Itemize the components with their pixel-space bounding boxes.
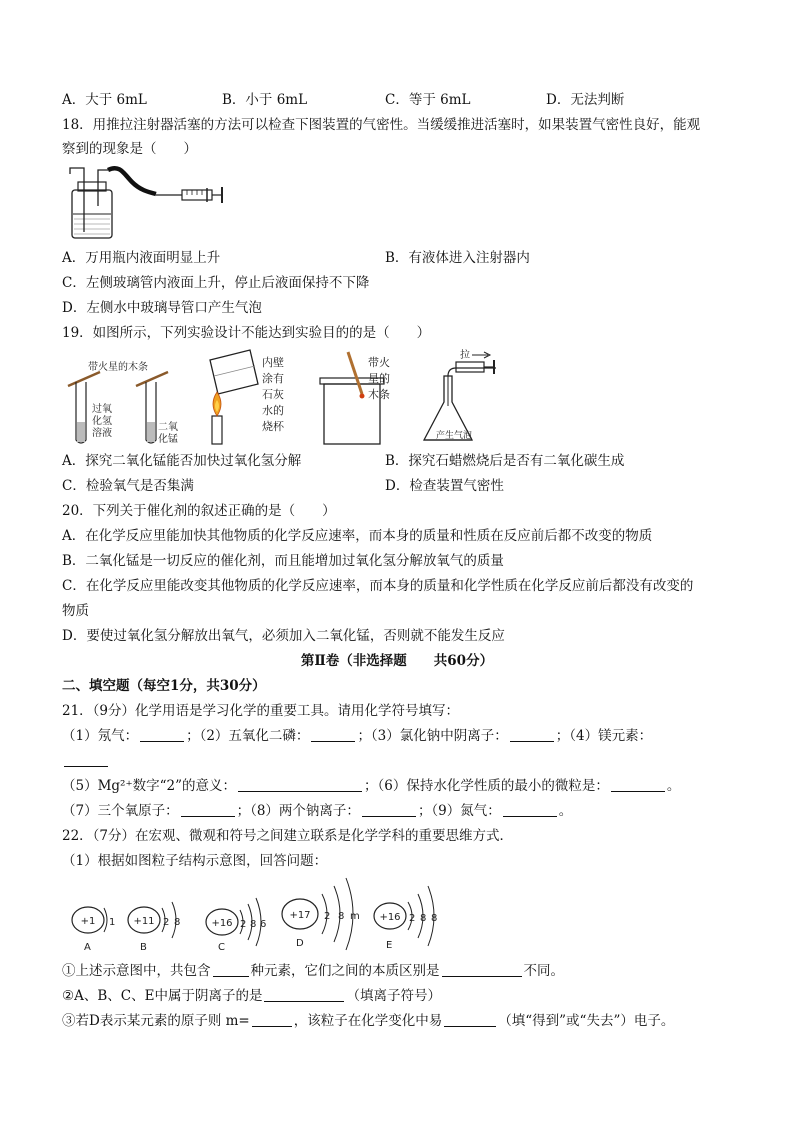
fig-d-flask-syringe <box>424 348 496 441</box>
spark-label-2: 星的 <box>368 372 390 385</box>
svg-text:8: 8 <box>431 913 438 924</box>
pull-label: 拉 <box>460 350 470 361</box>
atom-c <box>206 898 266 953</box>
wood-splint-label: 带火星的木条 <box>88 362 148 373</box>
section2-title: 二、填空题（每空1分，共30分） <box>62 678 266 694</box>
answer-blank-3[interactable] <box>510 727 554 742</box>
q19-option-a: A．探究二氧化锰能否加快过氧化氢分解 <box>62 453 302 469</box>
svg-text:D: D <box>296 938 304 949</box>
answer-blank-13[interactable] <box>252 1012 292 1027</box>
lime-label-1: 内壁 <box>262 356 284 369</box>
q18-option-b: B．有液体进入注射器内 <box>385 250 530 266</box>
q22-q1-c: 不同。 <box>523 963 564 979</box>
q21-l4-d: 。 <box>558 803 573 819</box>
svg-text:8: 8 <box>338 911 345 922</box>
answer-blank-7[interactable] <box>181 802 235 817</box>
svg-text:m: m <box>350 911 360 922</box>
q19-option-b: B．探究石蜡燃烧后是否有二氧化碳生成 <box>385 453 625 469</box>
q21-l1-c: ；（3）氯化钠中阴离子： <box>357 728 508 744</box>
lime-label-5: 烧杯 <box>262 420 284 433</box>
svg-text:2: 2 <box>240 919 247 930</box>
q21-line4 <box>62 801 572 821</box>
svg-text:8: 8 <box>174 917 181 928</box>
answer-blank-8[interactable] <box>362 802 416 817</box>
svg-text:B: B <box>140 942 147 953</box>
q21-stem: 21．（9分）化学用语是学习化学的重要工具。请用化学符号填写： <box>62 703 460 719</box>
q17-option-c: C．等于 6mL <box>385 92 471 108</box>
fig-b-candle-beaker <box>210 350 285 444</box>
answer-blank-2[interactable] <box>311 727 355 742</box>
svg-text:8: 8 <box>420 913 427 924</box>
atom-structure-diagram <box>62 872 472 954</box>
q22-q1-b: 种元素，它们之间的本质区别是 <box>250 963 440 979</box>
q22-sub1: （1）根据如图粒子结构示意图，回答问题： <box>62 853 328 869</box>
svg-text:2: 2 <box>324 911 331 922</box>
svg-text:C: C <box>218 942 225 953</box>
q19-experiment-figures <box>62 346 502 450</box>
q17-option-b: B．小于 6mL <box>222 92 308 108</box>
q18-apparatus-figure <box>62 162 232 242</box>
q22-q3-c: （填“得到”或“失去”）电子。 <box>498 1013 675 1029</box>
q22-q1-a: ①上述示意图中，共包含 <box>62 963 211 979</box>
q22-q2-b: （填离子符号） <box>346 988 441 1004</box>
q21-l3-c: 。 <box>666 778 681 794</box>
q22-q3-b: ，该粒子在化学变化中易 <box>293 1013 443 1029</box>
q18-stem-line1: 18．用推拉注射器活塞的方法可以检查下图装置的气密性。当缓缓推进活塞时，如果装置气密性良好，能观 <box>62 117 701 133</box>
svg-text:6: 6 <box>260 919 267 930</box>
q19-option-d: D．检查装置气密性 <box>385 478 504 494</box>
q21-l4-a: （7）三个氧原子： <box>62 803 179 819</box>
answer-blank-6[interactable] <box>611 777 665 792</box>
part2-title: 第Ⅱ卷（非选择题 共60分） <box>300 653 494 669</box>
q20-option-c-line1: C．在化学反应里能改变其他物质的化学反应速率，而本身的质量和化学性质在化学反应前后都没有改变的 <box>62 578 694 594</box>
q19-stem: 19．如图所示，下列实验设计不能达到实验目的的是（ ） <box>62 325 431 341</box>
q21-l3-b: ；（6）保持水化学性质的最小的微粒是： <box>363 778 609 794</box>
svg-text:8: 8 <box>250 919 257 930</box>
q21-line2 <box>62 751 110 771</box>
q21-line3 <box>62 776 680 796</box>
q22-question1 <box>62 961 564 981</box>
q20-stem: 20．下列关于催化剂的叙述正确的是（ ） <box>62 503 336 519</box>
q22-q3-a: ③若D表示某元素的原子则 m= <box>62 1013 250 1029</box>
answer-blank-1[interactable] <box>140 727 184 742</box>
atom-b <box>128 902 180 953</box>
answer-blank-11[interactable] <box>442 962 522 977</box>
q22-question2 <box>62 986 441 1006</box>
q21-l4-c: ；（9）氮气： <box>417 803 501 819</box>
answer-blank-14[interactable] <box>444 1012 496 1027</box>
answer-blank-4[interactable] <box>64 752 108 767</box>
q20-option-d: D．要使过氧化氢分解放出氧气，必须加入二氧化锰，否则就不能发生反应 <box>62 628 505 644</box>
answer-blank-5[interactable] <box>238 777 362 792</box>
fig-a-test-tubes <box>68 360 178 445</box>
lime-label-3: 石灰 <box>262 388 284 401</box>
q20-option-a: A．在化学反应里能加快其他物质的化学反应速率，而本身的质量和性质在反应前后都不改变的物质 <box>62 528 653 544</box>
q21-line1 <box>62 726 652 746</box>
q18-option-a: A．万用瓶内液面明显上升 <box>62 250 221 266</box>
atom-e <box>374 886 437 951</box>
q17-option-a: A．大于 6mL <box>62 92 147 108</box>
spark-label-3: 木条 <box>368 388 390 401</box>
q21-l1-d: ；（4）镁元素： <box>555 728 653 744</box>
h2o2-label-3: 溶液 <box>92 428 112 439</box>
svg-text:A: A <box>84 942 91 953</box>
bubbles-label: 产生气泡 <box>436 431 473 441</box>
mno2-label-2: 化锰 <box>158 434 178 445</box>
lime-label-2: 涂有 <box>262 372 284 385</box>
h2o2-label-1: 过氧 <box>92 404 112 415</box>
spark-label-1: 带火 <box>368 356 390 369</box>
q20-option-c-line2: 物质 <box>62 603 89 619</box>
atom-d <box>282 878 360 950</box>
q21-l4-b: ；（8）两个钠离子： <box>236 803 360 819</box>
mno2-label-1: 二氧 <box>158 422 178 433</box>
q20-option-b: B．二氧化锰是一切反应的催化剂，而且能增加过氧化氢分解放氧气的质量 <box>62 553 504 569</box>
q18-stem-line2: 察到的现象是（ ） <box>62 141 197 157</box>
svg-text:E: E <box>386 940 393 951</box>
q17-option-d: D．无法判断 <box>546 92 625 108</box>
h2o2-label-2: 化氢 <box>92 416 112 427</box>
svg-text:2: 2 <box>409 913 416 924</box>
atom-a <box>72 907 115 953</box>
fig-c-gas-jar <box>320 352 390 444</box>
svg-text:1: 1 <box>109 917 116 928</box>
svg-text:+16: +16 <box>211 918 233 929</box>
q21-l1-a: （1）氖气： <box>62 728 139 744</box>
lime-label-4: 水的 <box>262 404 284 417</box>
answer-blank-10[interactable] <box>213 962 249 977</box>
q21-l1-b: ；（2）五氧化二磷： <box>186 728 310 744</box>
svg-text:+17: +17 <box>289 910 311 921</box>
svg-text:2: 2 <box>163 917 170 928</box>
q22-q2-a: ②A、B、C、E中属于阴离子的是 <box>62 988 263 1004</box>
q21-l3-a: （5）Mg²⁺数字“2”的意义： <box>62 778 236 794</box>
svg-text:+11: +11 <box>133 916 155 927</box>
svg-text:+16: +16 <box>379 912 401 923</box>
svg-text:+1: +1 <box>80 916 96 927</box>
q18-option-d: D．左侧水中玻璃导管口产生气泡 <box>62 300 262 316</box>
answer-blank-12[interactable] <box>264 987 344 1002</box>
q22-stem: 22．（7分）在宏观、微观和符号之间建立联系是化学学科的重要思维方式． <box>62 828 514 844</box>
q22-question3 <box>62 1011 674 1031</box>
q19-option-c: C．检验氧气是否集满 <box>62 478 194 494</box>
q18-option-c: C．左侧玻璃管内液面上升，停止后液面保持不下降 <box>62 275 370 291</box>
answer-blank-9[interactable] <box>503 802 557 817</box>
